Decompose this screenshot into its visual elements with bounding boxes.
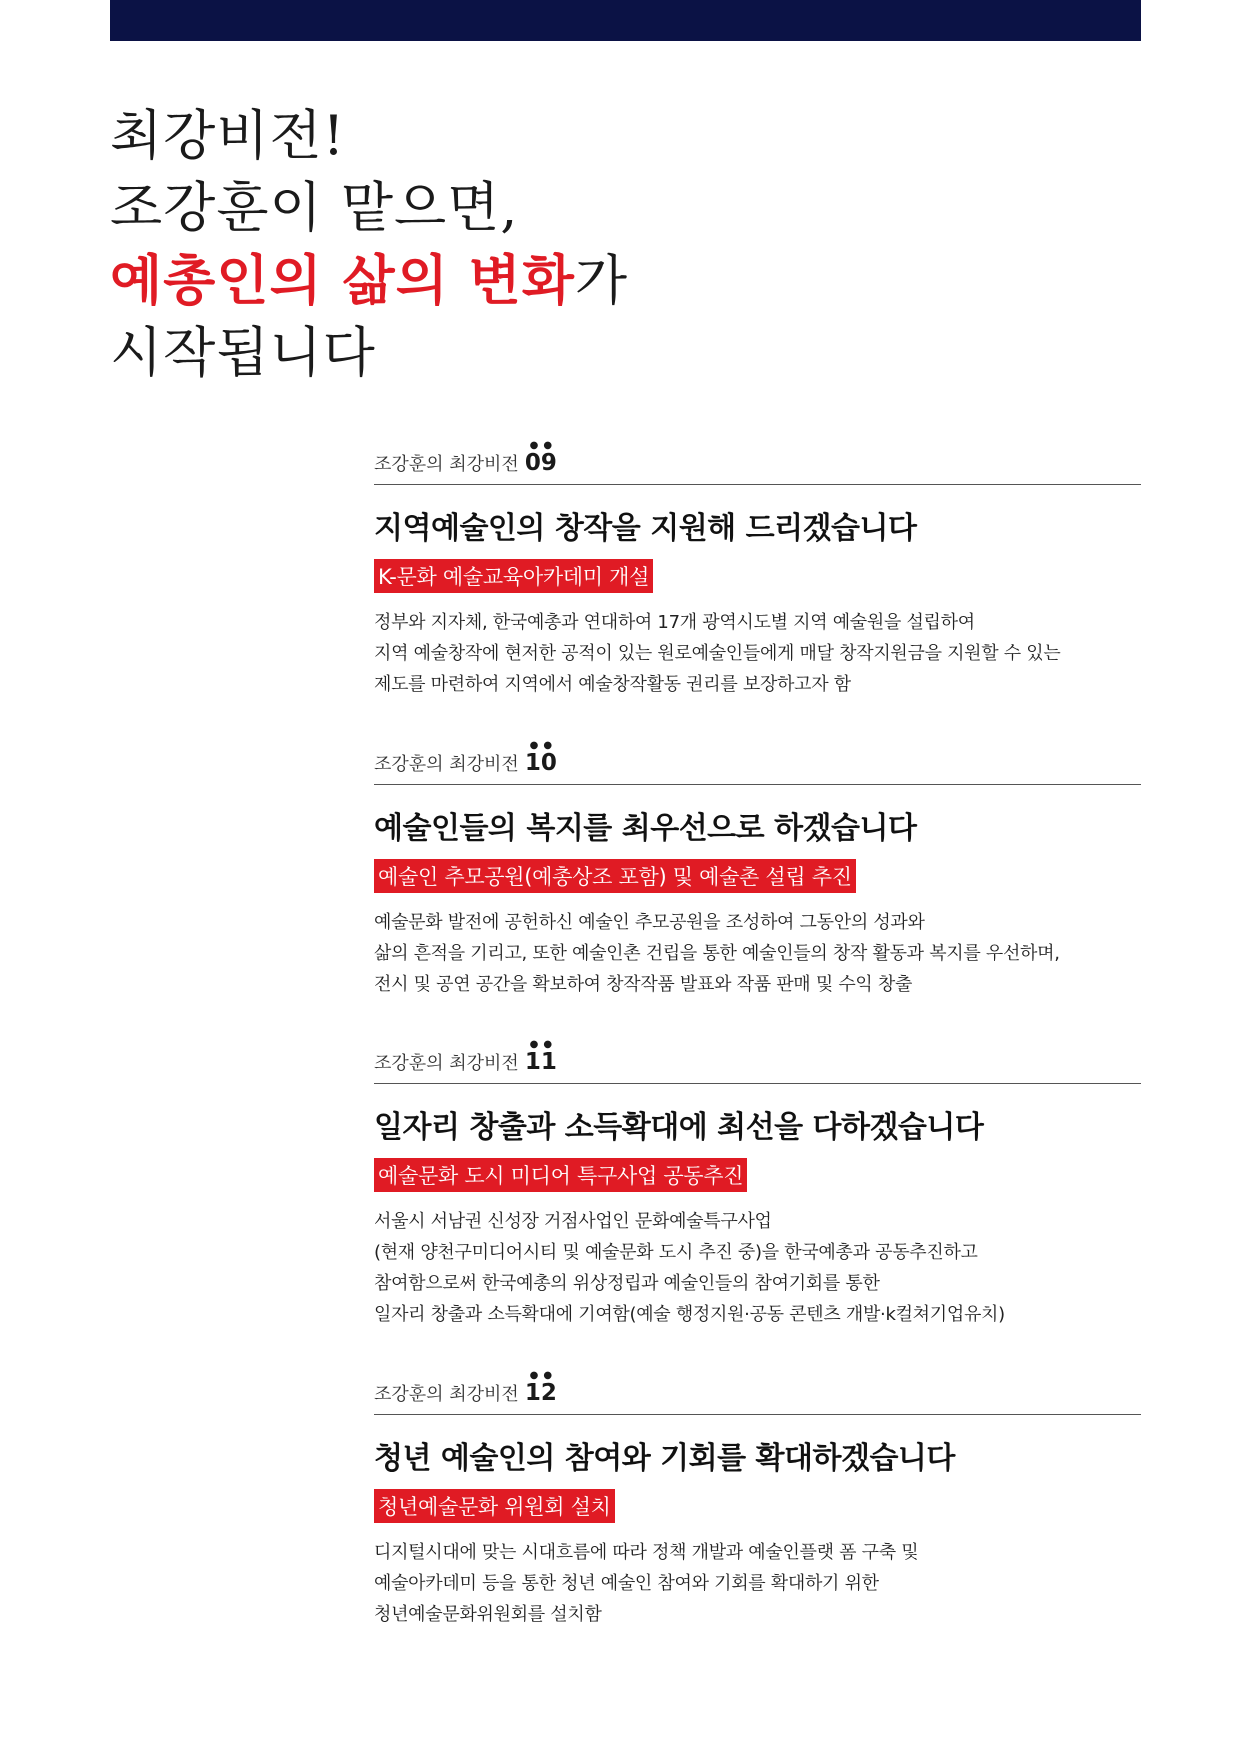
section-title: 지역예술인의 창작을 지원해 드리겠습니다 xyxy=(374,511,917,546)
vision-label xyxy=(374,1370,1141,1415)
headline-line-4: 시작됩니다 xyxy=(110,321,376,384)
headline-line-3 xyxy=(110,244,628,317)
body-line: 디지털시대에 맞는 시대흐름에 따라 정책 개발과 예술인플랫 폼 구축 및 xyxy=(374,1542,919,1563)
section-subtitle: K-문화 예술교육아카데미 개설 xyxy=(374,559,653,593)
section-subtitle: 예술문화 도시 미디어 특구사업 공동추진 xyxy=(374,1158,747,1192)
section-subtitle: 예술인 추모공원(예총상조 포함) 및 예술촌 설립 추진 xyxy=(374,859,856,893)
vision-label xyxy=(374,740,1141,785)
headline-line-2: 조강훈이 맡으면, xyxy=(110,176,519,239)
dots-icon: ●● xyxy=(529,1370,558,1381)
vision-label-text: 조강훈의 최강비전 xyxy=(374,1053,519,1074)
vision-number: 11 xyxy=(524,1049,557,1075)
body-line: 청년예술문화위원회를 설치함 xyxy=(374,1604,602,1625)
vision-number: 10 xyxy=(524,750,557,776)
dots-icon: ●● xyxy=(529,440,558,451)
dots-icon: ●● xyxy=(529,740,558,751)
body-line: 예술아카데미 등을 통한 청년 예술인 참여와 기회를 확대하기 위한 xyxy=(374,1573,879,1594)
section-subtitle: 청년예술문화 위원회 설치 xyxy=(374,1489,615,1523)
vision-label-text: 조강훈의 최강비전 xyxy=(374,454,519,475)
section-body xyxy=(374,907,1141,1000)
top-bar xyxy=(110,0,1141,41)
section-title: 예술인들의 복지를 최우선으로 하겠습니다 xyxy=(374,811,917,846)
body-line: 정부와 지자체, 한국예총과 연대하여 17개 광역시도별 지역 예술원을 설립하여 xyxy=(374,612,975,633)
section-body xyxy=(374,1537,1141,1630)
vision-label-text: 조강훈의 최강비전 xyxy=(374,754,519,775)
vision-number-wrap xyxy=(524,1370,558,1406)
body-line: 전시 및 공연 공간을 확보하여 창작작품 발표와 작품 판매 및 수익 창출 xyxy=(374,974,913,995)
body-line: (현재 양천구미디어시티 및 예술문화 도시 추진 중)을 한국예총과 공동추진하고 xyxy=(374,1242,978,1263)
vision-number-wrap xyxy=(524,1039,558,1075)
vision-number-wrap xyxy=(524,440,558,476)
vision-section-12 xyxy=(374,1370,1141,1630)
vision-number: 12 xyxy=(524,1380,557,1406)
headline-line-1: 최강비전! xyxy=(110,104,346,167)
section-title: 청년 예술인의 참여와 기회를 확대하겠습니다 xyxy=(374,1441,955,1476)
section-title: 일자리 창출과 소득확대에 최선을 다하겠습니다 xyxy=(374,1110,984,1145)
vision-section-11 xyxy=(374,1039,1141,1330)
body-line: 참여함으로써 한국예총의 위상정립과 예술인들의 참여기회를 통한 xyxy=(374,1273,880,1294)
vision-number: 09 xyxy=(524,450,557,476)
headline-accent: 예총인의 삶의 변화 xyxy=(110,248,575,312)
body-line: 서울시 서남권 신성장 거점사업인 문화예술특구사업 xyxy=(374,1211,772,1232)
section-body xyxy=(374,1206,1141,1330)
body-line: 일자리 창출과 소득확대에 기여함(예술 행정지원·공동 콘텐츠 개발·k컬쳐기업유치) xyxy=(374,1304,1005,1325)
vision-label xyxy=(374,1039,1141,1084)
vision-label-text: 조강훈의 최강비전 xyxy=(374,1384,519,1405)
headline xyxy=(110,100,628,389)
vision-number-wrap xyxy=(524,740,558,776)
vision-section-10 xyxy=(374,740,1141,1000)
body-line: 예술문화 발전에 공헌하신 예술인 추모공원을 조성하여 그동안의 성과와 xyxy=(374,912,925,933)
dots-icon: ●● xyxy=(529,1039,558,1050)
headline-line-3-rest: 가 xyxy=(574,249,629,312)
body-line: 지역 예술창작에 현저한 공적이 있는 원로예술인들에게 매달 창작지원금을 지원할 수 있는 xyxy=(374,643,1061,664)
section-body xyxy=(374,607,1141,700)
vision-section-09 xyxy=(374,440,1141,700)
body-line: 제도를 마련하여 지역에서 예술창작활동 권리를 보장하고자 함 xyxy=(374,674,851,695)
vision-label xyxy=(374,440,1141,485)
body-line: 삶의 흔적을 기리고, 또한 예술인촌 건립을 통한 예술인들의 창작 활동과 복지를 우선하며, xyxy=(374,943,1060,964)
